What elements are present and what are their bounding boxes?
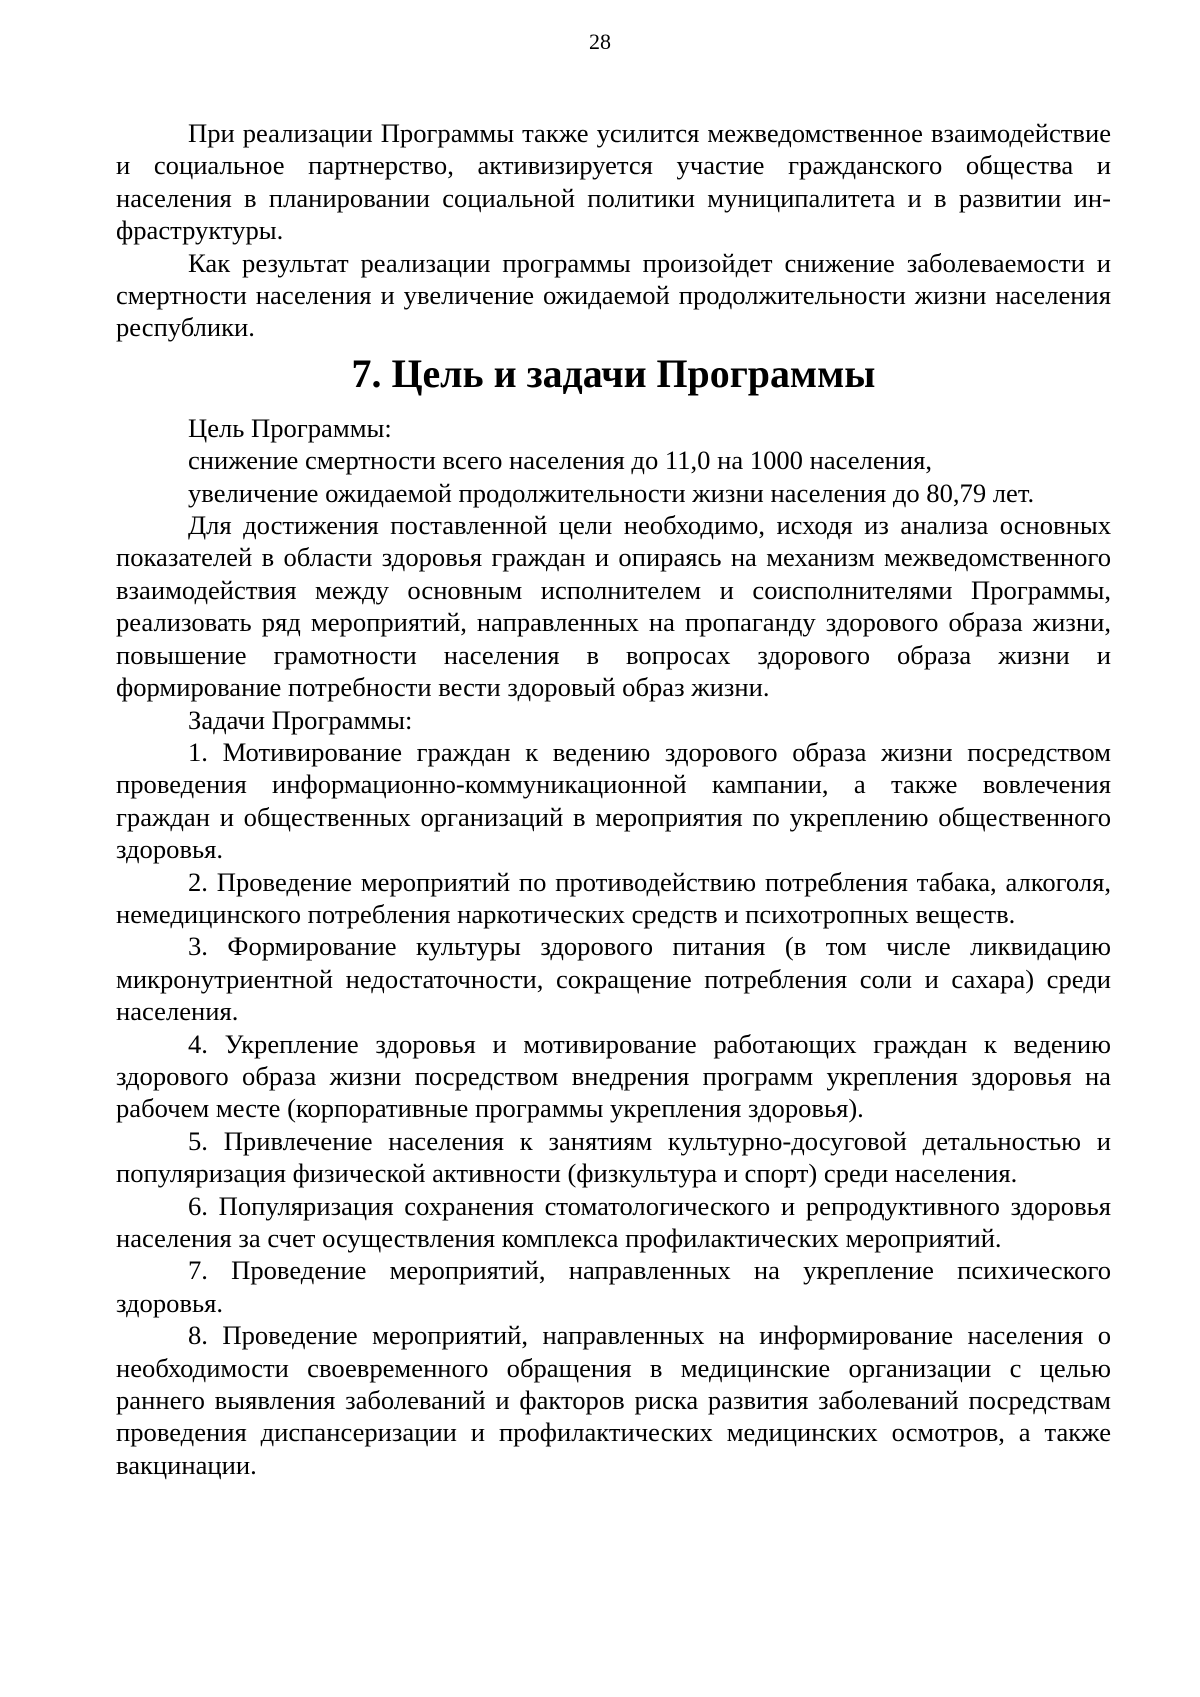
intro-paragraph-2: Как результат реализации программы произойдет снижение заболеваемости и смертности населения и увеличение ожидаемой продолжительности жизни населения республики. xyxy=(116,247,1111,343)
task-item-3: 3. Формирование культуры здорового питания (в том числе ликвидацию микронутриентной недостаточности, сокращение потребления соли и сахара) среди населения. xyxy=(116,931,1111,1027)
goal-item-2: увеличение ожидаемой продолжительности жизни населения до 80,79 лет. xyxy=(188,477,1035,508)
intro-paragraph-1: При реализации Программы также усилится межведомственное взаимодействие и социальное партнерство, активизируется участие гражданского общества и населения в планировании социальной политики муниципалитета и в развитии инфраструктуры. xyxy=(116,118,1111,246)
goal-label: Цель Программы: xyxy=(188,412,392,443)
task-item-8: 8. Проведение мероприятий, направленных на информирование населения о необходимости своевременного обращения в медицинские организации с целью раннего выявления заболеваний и факторов риска развития заболеваний посредствам проведения диспансеризации и профилактических медицинских осмотров, а также вакцинации. xyxy=(116,1320,1111,1480)
goal-description: Для достижения поставленной цели необходимо, исходя из анализа основных показателей в области здоровья граждан и опираясь на механизм межведомственного взаимодействия между основным исполнителем и соисполнителями Программы, реализовать ряд мероприятий, направленных на пропаганду здорового образа жизни, повышение грамотности населения в вопросах здорового образа жизни и формирование потребности вести здоровый образ жизни. xyxy=(116,510,1111,703)
goal-item-1: снижение смертности всего населения до 11,0 на 1000 населения, xyxy=(188,445,933,476)
task-item-5: 5. Привлечение населения к занятиям культурно-досуговой детальностью и популяризация физической активности (физкультура и спорт) среди населения. xyxy=(116,1125,1111,1189)
section-heading: 7. Цель и задачи Программы xyxy=(351,350,876,396)
page-number: 28 xyxy=(589,29,611,54)
tasks-label: Задачи Программы: xyxy=(188,704,413,735)
page-content xyxy=(116,117,1111,1481)
task-item-6: 6. Популяризация сохранения стоматологического и репродуктивного здоровья населения за счет осуществления комплекса профилактических мероприятий. xyxy=(116,1190,1111,1253)
task-item-2: 2. Проведение мероприятий по противодействию потребления табака, алкоголя, немедицинского потребления наркотических средств и психотропных веществ. xyxy=(116,866,1111,929)
task-item-4: 4. Укрепление здоровья и мотивирование работающих граждан к ведению здорового образа жизни посредством внедрения программ укрепления здоровья на рабочем месте (корпоративные программы укрепления здоровья). xyxy=(116,1028,1111,1124)
task-item-1: 1. Мотивирование граждан к ведению здорового образа жизни посредством проведения информационно-коммуникационной кампании, а также вовлечения граждан и общественных организаций в мероприятия по укреплению общественного здоровья. xyxy=(116,736,1111,865)
task-item-7: 7. Проведение мероприятий, направленных на укрепление психического здоровья. xyxy=(116,1255,1111,1318)
